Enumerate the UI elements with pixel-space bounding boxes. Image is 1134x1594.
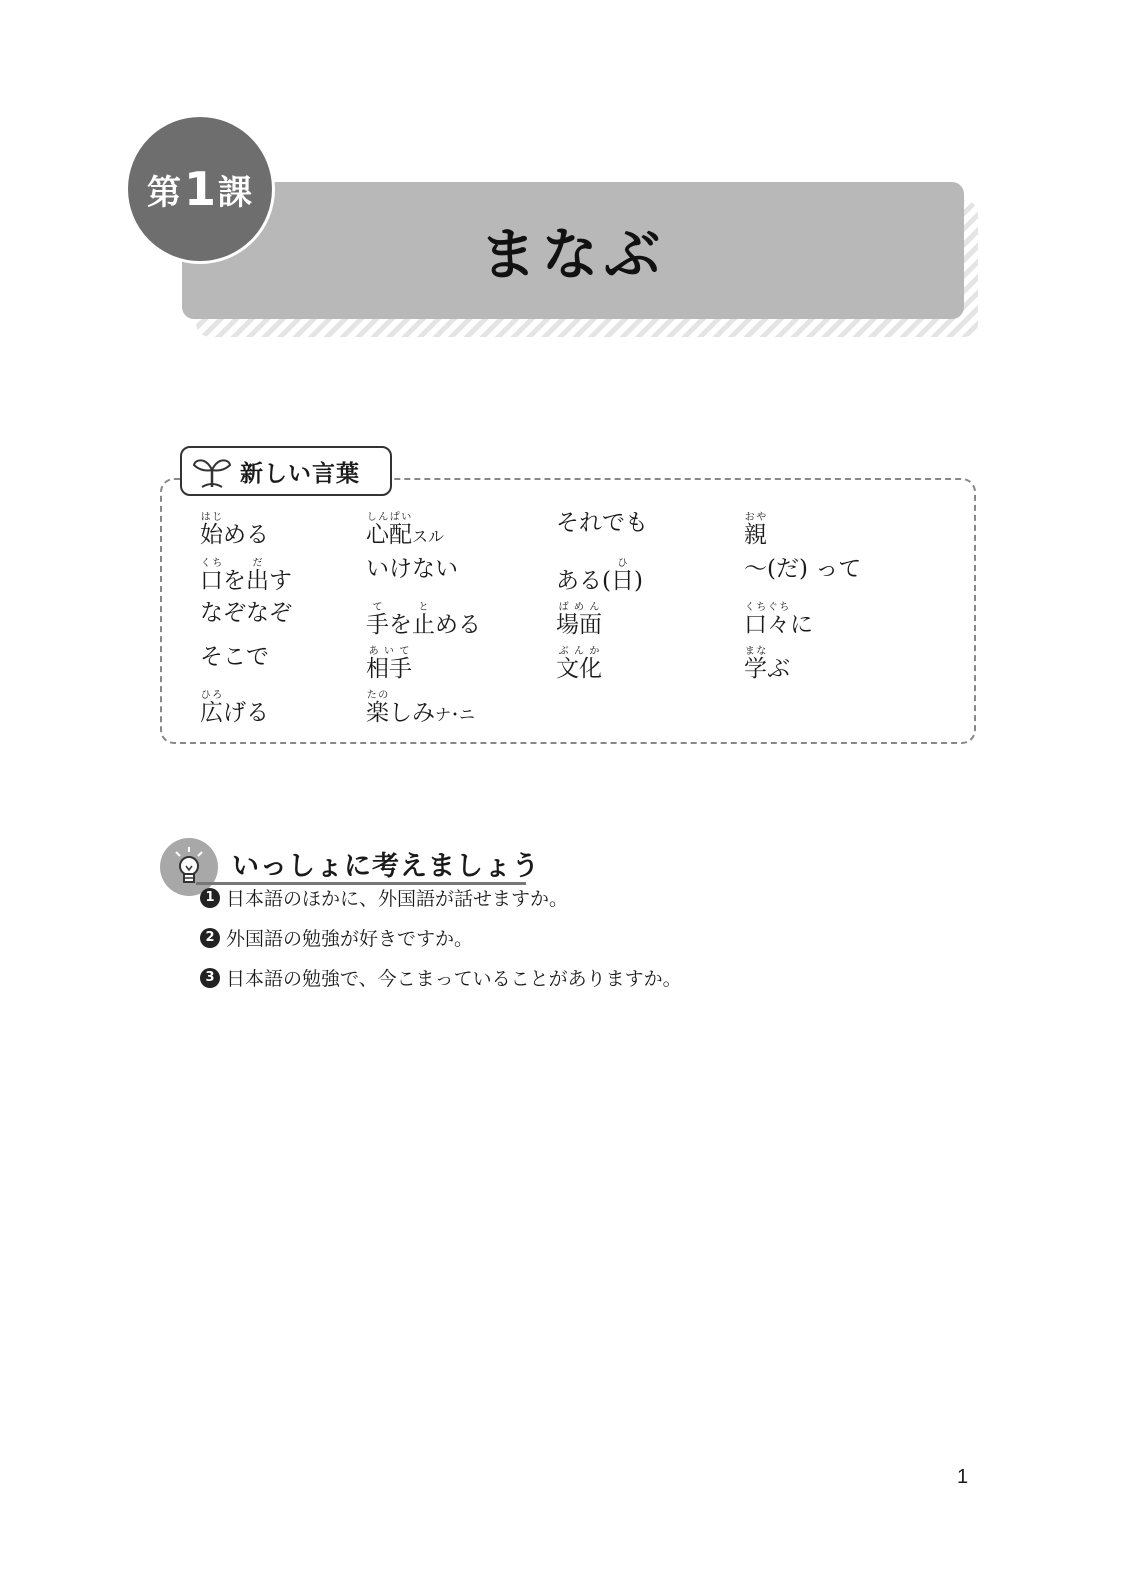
question-2 bbox=[200, 924, 473, 951]
vocab-word: そこで bbox=[200, 644, 269, 670]
lesson-prefix: 第 bbox=[146, 172, 182, 213]
question-number: 2 bbox=[200, 928, 220, 948]
vocab-word: それでも bbox=[556, 510, 648, 536]
question-text: 日本語のほかに、外国語が話せますか。 bbox=[226, 888, 569, 910]
vocab-word: ある(日ひ) bbox=[556, 558, 643, 594]
new-words-tab bbox=[180, 446, 392, 496]
vocab-word: 文化ぶんか bbox=[556, 646, 602, 682]
vocab-word: 始はじめる bbox=[200, 512, 269, 548]
vocab-word: 心配しんぱいスル bbox=[366, 512, 445, 548]
new-words-label: 新しい言葉 bbox=[240, 460, 360, 487]
question-1 bbox=[200, 884, 568, 911]
question-number: 1 bbox=[200, 888, 220, 908]
question-text: 日本語の勉強で、今こまっていることがありますか。 bbox=[226, 968, 682, 990]
vocab-word: 手てを止とめる bbox=[366, 602, 481, 638]
think-together-title: いっしょに考えましょう bbox=[232, 851, 540, 882]
vocab-word: なぞなぞ bbox=[200, 600, 292, 626]
lesson-suffix: 課 bbox=[218, 172, 253, 213]
question-text: 外国語の勉強が好きですか。 bbox=[226, 928, 474, 950]
vocab-word: 広ひろげる bbox=[200, 690, 269, 726]
question-number: 3 bbox=[200, 968, 220, 988]
vocab-word: 口々くちぐちに bbox=[744, 602, 813, 638]
vocab-word: 学まなぶ bbox=[744, 646, 790, 682]
question-3 bbox=[200, 964, 682, 991]
page-number: 1 bbox=[957, 1466, 969, 1488]
sprout-icon bbox=[192, 453, 232, 489]
lesson-number: 1 bbox=[183, 162, 216, 216]
vocab-word: 相手あいて bbox=[366, 646, 412, 682]
vocab-word: いけない bbox=[366, 556, 458, 582]
vocab-word: 親おや bbox=[744, 512, 767, 548]
chapter-banner bbox=[182, 182, 964, 319]
vocab-word: 楽たのしみナ･ニ bbox=[366, 690, 476, 726]
vocab-word: 〜(だ) って bbox=[744, 556, 862, 582]
chapter-title: まなぶ bbox=[480, 222, 666, 288]
vocab-word: 口くちを出だす bbox=[200, 558, 292, 594]
vocab-word: 場面ばめん bbox=[556, 602, 602, 638]
lesson-number-badge bbox=[125, 114, 275, 264]
